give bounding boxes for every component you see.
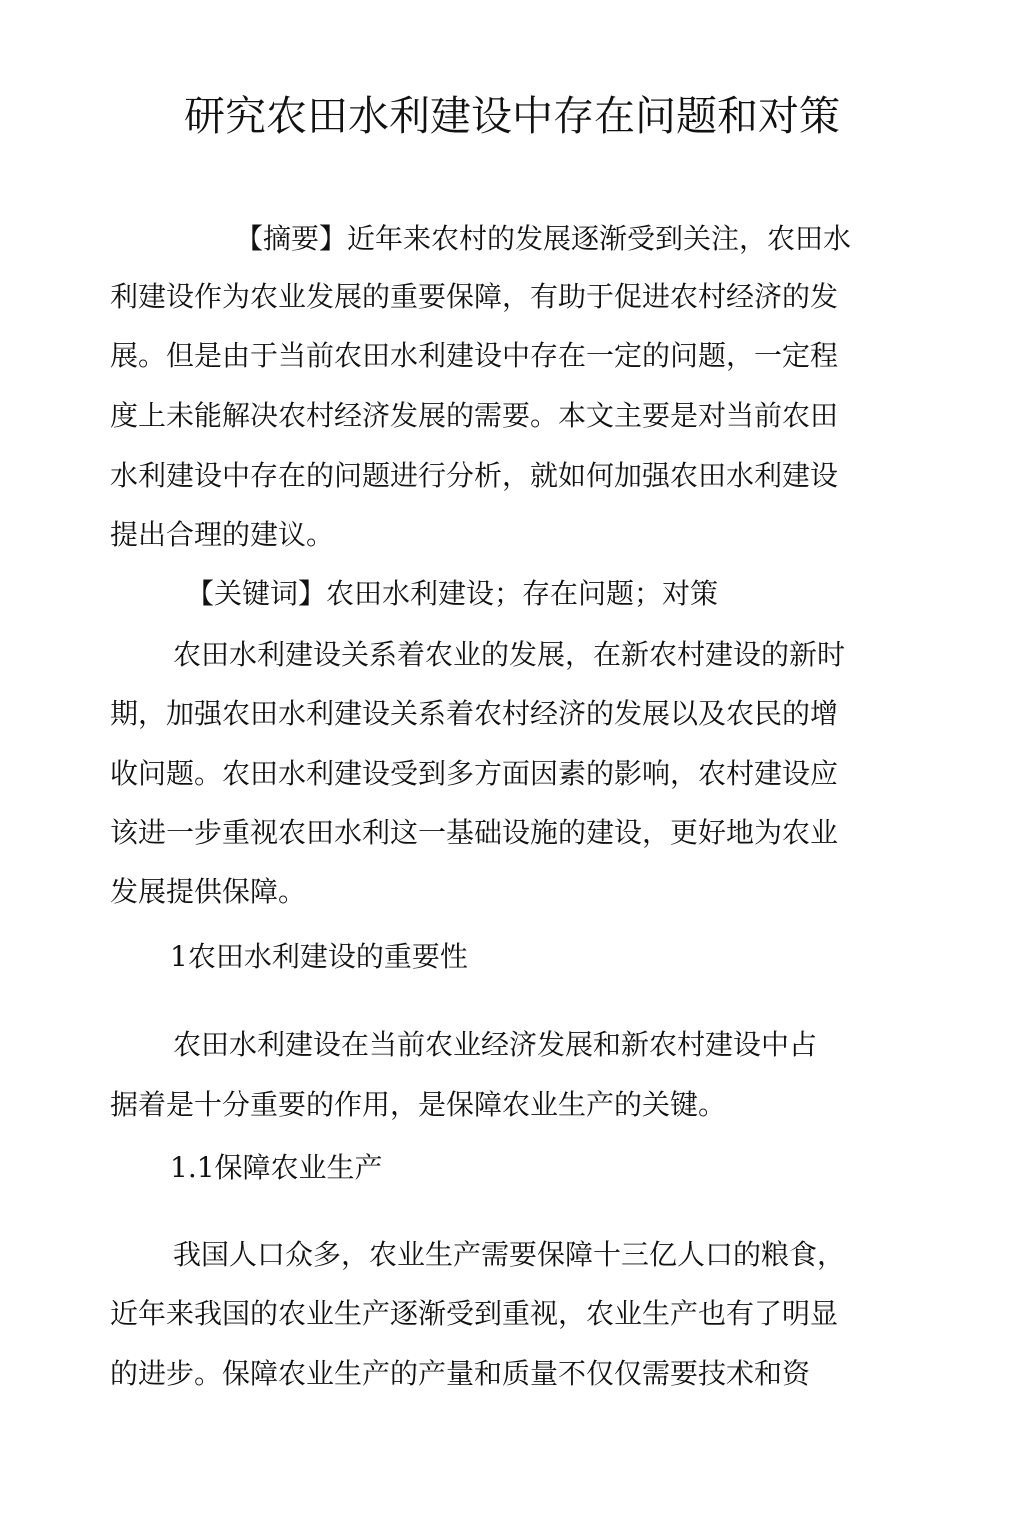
abstract-line: 水利建设中存在的问题进行分析，就如何加强农田水利建设 bbox=[110, 459, 839, 492]
abstract-line: 展。但是由于当前农田水利建设中存在一定的问题，一定程 bbox=[110, 339, 839, 372]
keywords-line: 【关键词】农田水利建设；存在问题；对策 bbox=[186, 577, 719, 610]
section1-1-line: 近年来我国的农业生产逐渐受到重视，农业生产也有了明显 bbox=[110, 1297, 839, 1330]
section1-1-line: 的进步。保障农业生产的产量和质量不仅仅需要技术和资 bbox=[110, 1357, 811, 1390]
intro-line: 农田水利建设关系着农业的发展，在新农村建设的新时 bbox=[173, 638, 846, 671]
intro-line: 期，加强农田水利建设关系着农村经济的发展以及农民的增 bbox=[110, 697, 839, 730]
abstract-line: 利建设作为农业发展的重要保障，有助于促进农村经济的发 bbox=[110, 280, 839, 313]
page-title: 研究农田水利建设中存在问题和对策 bbox=[184, 92, 840, 140]
intro-line: 收问题。农田水利建设受到多方面因素的影响，农村建设应 bbox=[110, 757, 839, 790]
intro-line: 该进一步重视农田水利这一基础设施的建设，更好地为农业 bbox=[110, 816, 839, 849]
section1-line: 农田水利建设在当前农业经济发展和新农村建设中占 bbox=[173, 1028, 818, 1061]
intro-line: 发展提供保障。 bbox=[110, 875, 307, 908]
abstract-line: 【摘要】近年来农村的发展逐渐受到关注，农田水 bbox=[235, 222, 852, 255]
section-heading: 1农田水利建设的重要性 bbox=[170, 940, 468, 973]
section1-line: 据着是十分重要的作用，是保障农业生产的关键。 bbox=[110, 1088, 727, 1121]
abstract-line: 提出合理的建议。 bbox=[110, 518, 335, 551]
abstract-line: 度上未能解决农村经济发展的需要。本文主要是对当前农田 bbox=[110, 399, 839, 432]
section1-1-line: 我国人口众多，农业生产需要保障十三亿人口的粮食， bbox=[173, 1238, 846, 1271]
subsection-heading: 1.1保障农业生产 bbox=[170, 1151, 383, 1184]
